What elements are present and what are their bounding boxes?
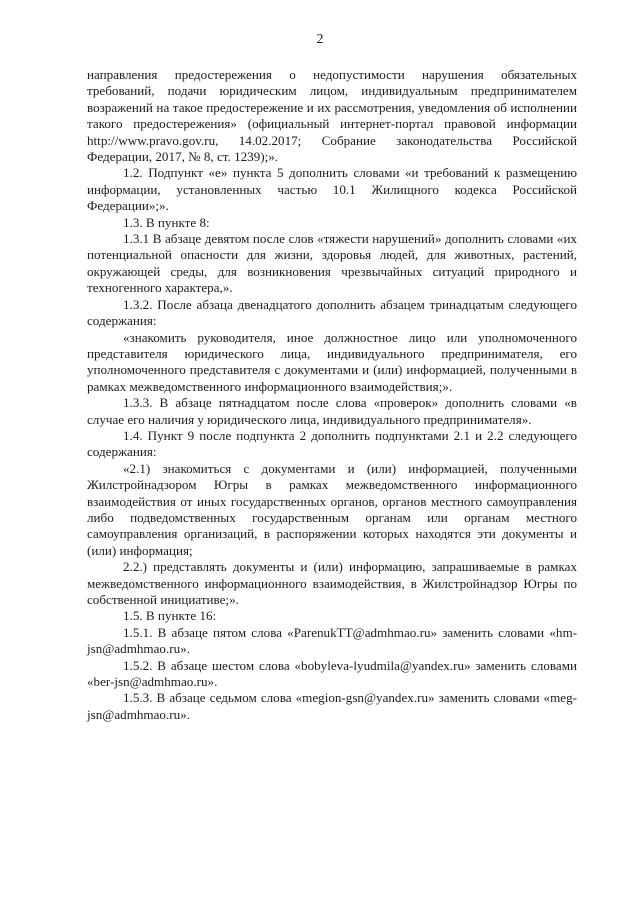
- page-number: 2: [316, 32, 324, 47]
- paragraph: «2.1) знакомиться с документами и (или) информацией, полученными Жилстройнадзором Югры в рамках межведомственного информационного взаимодействия от иных государственных органов, органов местного самоуправления либо подведомственных государственным органам или органам местного самоуправления организаций, в распоряжении которых находятся эти документы и (или) информация;: [87, 460, 577, 558]
- paragraph: 1.5.2. В абзаце шестом слова «bobyleva-lyudmila@yandex.ru» заменить словами «ber-jsn@admhmao.ru».: [87, 657, 577, 690]
- paragraph: «знакомить руководителя, иное должностное лицо или уполномоченного представителя юридического лица, индивидуального предпринимателя, его уполномоченного представителя с документами и (или) информацией, полученными в рамках межведомственного информационного взаимодействия;».: [87, 329, 577, 394]
- paragraph: 2.2.) представлять документы и (или) информацию, запрашиваемые в рамках межведомственного информационного взаимодействия, в Жилстройнадзор Югры по собственной инициативе;».: [87, 559, 577, 607]
- paragraph: 1.5. В пункте 16:: [123, 608, 217, 624]
- document-body: [87, 67, 577, 723]
- paragraph: 1.5.1. В абзаце пятом слова «ParenukTT@admhmao.ru» заменить словами «hm-jsn@admhmao.ru».: [87, 624, 577, 657]
- paragraph: 1.2. Подпункт «е» пункта 5 дополнить словами «и требований к размещению информации, установленных частью 10.1 Жилищного кодекса Российской Федерации»;».: [87, 165, 577, 214]
- paragraph: направления предостережения о недопустимости нарушения обязательных требований, подачи юридическим лицом, индивидуальным предпринимателем возражений на такое предостережение и их рассмотрения, уведомления об исполнении такого предостережения» (официальный интернет-портал правовой информации http://www.pravo.gov.ru, 14.02.2017; Собрание законодательства Российской Федерации, 2017, № 8, ст. 1239);».: [87, 67, 577, 165]
- paragraph: 1.3. В пункте 8:: [123, 214, 210, 230]
- paragraph: 1.3.1 В абзаце девятом после слов «тяжести нарушений» дополнить словами «их потенциальной опасности для жизни, здоровья людей, для животных, растений, окружающей среды, для возникновения чрезвычайных ситуаций природного и техногенного характера,».: [87, 231, 577, 296]
- paragraph: 1.3.2. После абзаца двенадцатого дополнить абзацем тринадцатым следующего содержания:: [87, 296, 577, 329]
- paragraph: 1.3.3. В абзаце пятнадцатом после слова «проверок» дополнить словами «в случае его наличия у юридического лица, индивидуального предпринимателя».: [87, 395, 577, 427]
- paragraph: 1.4. Пункт 9 после подпункта 2 дополнить подпунктами 2.1 и 2.2 следующего содержания:: [87, 427, 577, 460]
- paragraph: 1.5.3. В абзаце седьмом слова «megion-gsn@yandex.ru» заменить словами «meg-jsn@admhmao.ru».: [87, 690, 577, 722]
